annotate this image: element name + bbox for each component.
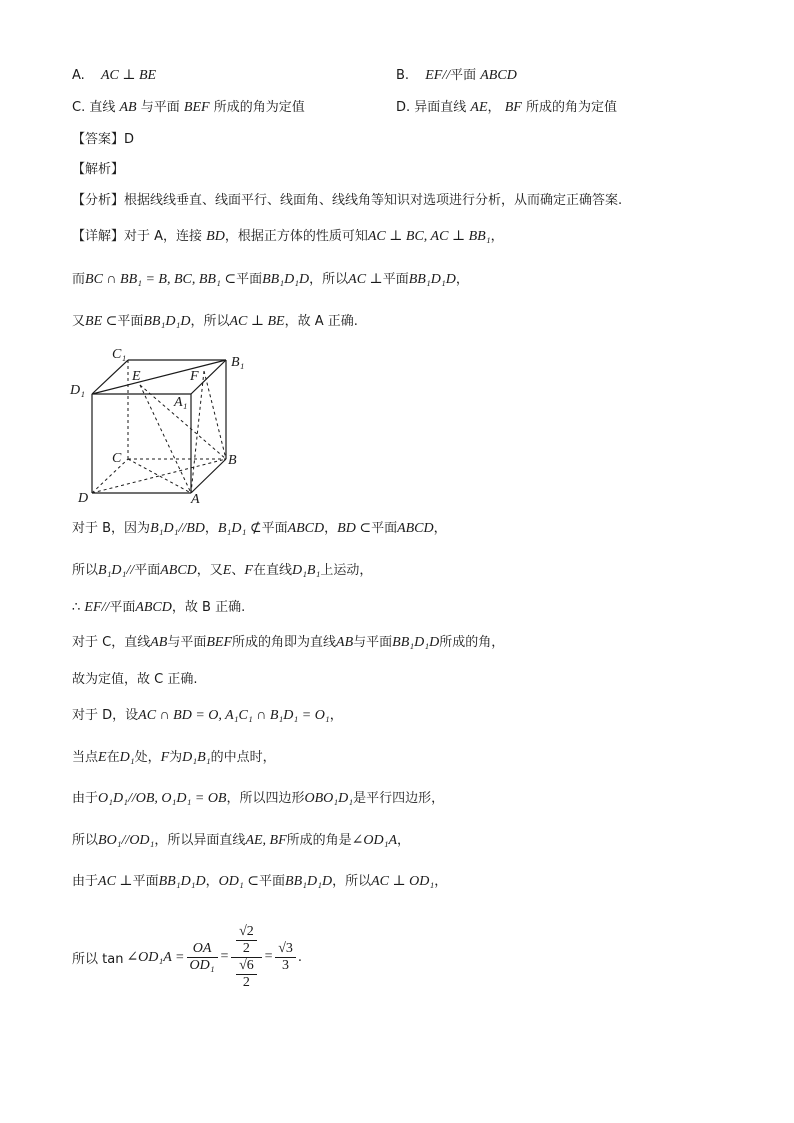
text: 当点 (72, 750, 99, 765)
complex-denominator (231, 958, 262, 991)
text: ∴ (72, 600, 81, 615)
complex-numerator (231, 924, 262, 958)
math: BEF (206, 635, 232, 650)
math: BB₁D₁D (392, 635, 440, 650)
math: BB₁D₁D (262, 272, 310, 287)
text: 而 (72, 272, 86, 287)
analysis-text: 【分析】根据线线垂直、线面平行、线面角、线线角等知识对选项进行分析，从而确定正确答案. (72, 193, 623, 208)
text: 在直线 (252, 563, 292, 578)
math: AC ⊥ OD₁ (371, 874, 435, 889)
numerator: √2 (236, 924, 257, 941)
option-d-text: 所成的角为定值 (525, 100, 617, 115)
text: 平面 (261, 521, 288, 536)
text: 与平面 (167, 635, 207, 650)
text: 为 (169, 750, 183, 765)
text: ，所以异面直线 (154, 833, 246, 848)
math: ∠OD₁A = (126, 949, 185, 965)
text: ， (490, 229, 504, 244)
option-c-text2: 所成的角为定值 (213, 100, 305, 115)
label-c: C (112, 451, 122, 466)
text: 所成的角是 (286, 833, 352, 848)
option-c-math2: BEF (183, 100, 210, 115)
equals: = (219, 949, 230, 964)
seg-fb (204, 371, 226, 459)
math: EF// (84, 600, 110, 615)
text: 与平面 (353, 635, 393, 650)
text: 所以 (72, 563, 99, 578)
text: 、 (231, 563, 245, 578)
math: BD ⊂ (337, 521, 372, 536)
denominator: OD₁ (189, 957, 215, 973)
numerator: √3 (275, 941, 296, 958)
detail-line-3 (72, 312, 358, 332)
text: ， (205, 874, 219, 889)
text: 平面 (132, 874, 159, 889)
option-c-math1: AB (119, 100, 137, 115)
text: ，所以四边形 (226, 791, 305, 806)
math: BB₁D₁D (143, 314, 191, 329)
text: ，所以 (190, 314, 230, 329)
math: ABCD (160, 563, 197, 578)
text: 对于 B，因为 (72, 521, 151, 536)
math: OD₁ ⊂ (218, 874, 259, 889)
numerator: OA (187, 941, 218, 958)
option-c (72, 98, 305, 118)
math: O₁D₁//OB, O₁D₁ = OB (98, 791, 227, 806)
fraction-oa-od1 (187, 941, 218, 974)
partd-line-1 (72, 706, 343, 726)
math: ∠OD₁A (351, 833, 398, 848)
option-a-label: A. (72, 68, 85, 83)
text: 所成的角， (439, 635, 505, 650)
label-d: D (78, 491, 89, 506)
partc-line-2: 故为定值，故 C 正确. (72, 672, 198, 687)
label-b: B (228, 453, 237, 468)
text: 平面 (259, 874, 286, 889)
partd-line-2 (72, 748, 276, 768)
edge-ab (191, 459, 226, 493)
math: AC ⊥ (98, 874, 133, 889)
math: B₁D₁ ⊄ (217, 521, 262, 536)
label-d1: D₁ (70, 383, 85, 398)
option-a (72, 66, 156, 86)
option-b-math2: ABCD (480, 68, 517, 83)
denominator: 3 (282, 957, 290, 973)
text: 处， (134, 750, 161, 765)
text: 由于 (72, 874, 99, 889)
option-b (396, 66, 517, 86)
math: AB (150, 635, 168, 650)
detail-line-2 (72, 270, 469, 290)
text: 平面 (109, 600, 136, 615)
math: AE, BF (245, 833, 287, 848)
denominator: 2 (242, 974, 250, 990)
partb-line-3 (72, 598, 245, 618)
seg-fa (191, 371, 204, 493)
text: 平面 (236, 272, 263, 287)
math: BD (206, 229, 225, 244)
option-b-text: 平面 (450, 68, 477, 83)
math: ABCD (287, 521, 325, 536)
option-d (396, 98, 617, 118)
option-d-comma: ， (487, 100, 501, 115)
math: BB₁D₁D (285, 874, 333, 889)
edge-dc (92, 459, 128, 493)
text: 由于 (72, 791, 99, 806)
math: D₁B₁ (182, 750, 211, 765)
math: E (222, 563, 232, 578)
text: 是平行四边形， (353, 791, 445, 806)
text: ， (397, 833, 411, 848)
text: 平面 (117, 314, 144, 329)
text: ，所以 (309, 272, 349, 287)
text: ， (329, 708, 343, 723)
math: B₁D₁//BD (150, 521, 205, 536)
math: BB₁D₁D (158, 874, 206, 889)
math: AC ⊥ BE (229, 314, 285, 329)
math: F (160, 750, 170, 765)
partb-line-2 (72, 561, 372, 581)
math: ABCD (135, 600, 172, 615)
text: ，故 B 正确. (171, 600, 246, 615)
math: D₁ (119, 750, 135, 765)
math: D₁B₁ (291, 563, 321, 578)
math: B₁D₁// (98, 563, 135, 578)
partc-line-1 (72, 633, 504, 653)
math: AC ⊥ BC, AC ⊥ BB₁ (367, 229, 491, 244)
math: BC ∩ BB₁ = B, BC, BB₁ ⊂ (85, 272, 237, 287)
option-c-text1: 与平面 (140, 100, 180, 115)
answer-label: 【答案】 (72, 132, 125, 147)
equals: = (263, 949, 274, 964)
option-b-math1: EF// (425, 68, 451, 83)
text: ，故 A 正确. (284, 314, 358, 329)
text: 所以 (72, 833, 99, 848)
cube-figure (68, 340, 258, 510)
numerator: √6 (236, 958, 257, 975)
math: F (244, 563, 253, 578)
denominator: 2 (242, 940, 250, 956)
math: BB₁D₁D (408, 272, 456, 287)
text: 的中点时， (210, 750, 276, 765)
text: 所以 tan (72, 951, 124, 967)
label-a: A (191, 492, 200, 507)
text: 在 (106, 750, 120, 765)
label-e: E (132, 369, 141, 384)
text: ，根据正方体的性质可知 (224, 229, 368, 244)
partd-line-4 (72, 831, 410, 851)
math: AB (336, 635, 354, 650)
option-d-label: D. 异面直线 (396, 100, 467, 115)
partd-formula (72, 912, 302, 1002)
math: E (98, 750, 107, 765)
text: ， (455, 272, 469, 287)
option-b-label: B. (396, 68, 410, 83)
text: 对于 D，设 (72, 708, 139, 723)
option-a-text: AC ⊥ BE (100, 68, 157, 83)
option-d-math2: BF (504, 100, 522, 115)
text: ， (433, 521, 447, 536)
fraction-result (275, 941, 296, 974)
label-b1: B₁ (231, 355, 245, 370)
answer-line (72, 130, 134, 150)
label-a1: A₁ (174, 395, 188, 410)
label-c1: C₁ (112, 347, 127, 362)
text: 上运动， (320, 563, 373, 578)
detail-line-1 (72, 227, 504, 247)
math: OBO₁D₁ (304, 791, 354, 806)
jiexi-heading: 【解析】 (72, 162, 125, 177)
math: ABCD (397, 521, 434, 536)
text: ，又 (196, 563, 223, 578)
text: 平面 (382, 272, 409, 287)
option-d-math1: AE (470, 100, 488, 115)
text: ， (434, 874, 448, 889)
math: AC ⊥ (348, 272, 383, 287)
text: 又 (72, 314, 86, 329)
text: ， (204, 521, 218, 536)
text: 【详解】对于 A，连接 (72, 229, 203, 244)
text: 对于 C，直线 (72, 635, 151, 650)
text: ， (324, 521, 338, 536)
sub-frac-top (236, 924, 257, 957)
fraction-complex (231, 924, 262, 991)
math: BO₁//OD₁ (98, 833, 155, 848)
text: 所成的角即为直线 (232, 635, 337, 650)
text: 平面 (371, 521, 398, 536)
option-c-label: C. 直线 (72, 100, 116, 115)
period: . (297, 949, 303, 965)
text: ，所以 (332, 874, 372, 889)
answer-value: D (124, 132, 135, 147)
math: AC ∩ BD = O, A₁C₁ ∩ B₁D₁ = O₁ (138, 708, 330, 723)
partd-line-5 (72, 872, 447, 892)
math: BE ⊂ (85, 314, 118, 329)
sub-frac-bottom (236, 958, 257, 991)
partb-line-1 (72, 519, 447, 539)
label-f: F (190, 369, 199, 384)
text: 平面 (134, 563, 161, 578)
diag-ca (128, 459, 191, 493)
partd-line-3 (72, 789, 444, 809)
